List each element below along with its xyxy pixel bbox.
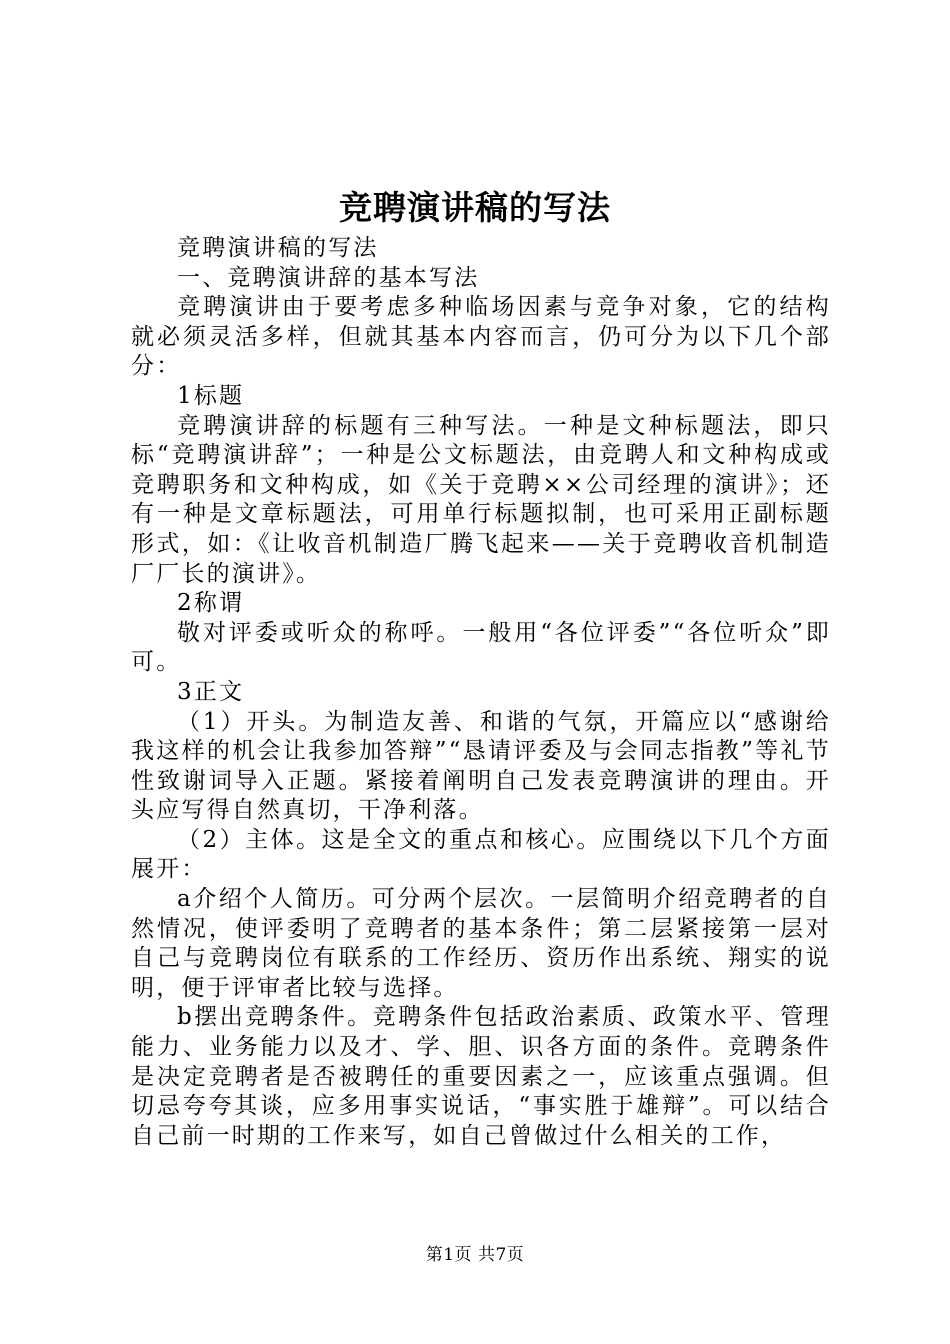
paragraph: b摆出竞聘条件。竞聘条件包括政治素质、政策水平、管理能力、业务能力以及才、学、胆、识各方面的条件。竞聘条件是决定竞聘者是否被聘任的重要因素之一，应该重点强调。但切忌夸夸其谈，应多用事实说话，“事实胜于雄辩”。可以结合自己前一时期的工作来写，如自己曾做过什么相关的工作， [131,1004,831,1149]
paragraph: 竞聘演讲稿的写法 [177,235,379,261]
paragraph: （1）开头。为制造友善、和谐的气氛，开篇应以“感谢给我这样的机会让我参加答辩”“恳请评委及与会同志指教”等礼节性致谢词导入正题。紧接着阐明自己发表竞聘演讲的理由。开头应写得自然真切，干净利落。 [131,708,831,824]
paragraph: （2）主体。这是全文的重点和核心。应围绕以下几个方面展开： [131,826,831,883]
subsection-heading: 1标题 [177,382,245,409]
page-number-footer: 第1页 共7页 [425,1245,525,1265]
document-body [131,234,831,1151]
paragraph: 竞聘演讲由于要考虑多种临场因素与竞争对象，它的结构就必须灵活多样，但就其基本内容而言，仍可分为以下几个部分： [131,294,831,380]
paragraph: 敬对评委或听众的称呼。一般用“各位评委”“各位听众”即可。 [131,619,831,676]
subsection-heading: 2称谓 [177,590,245,617]
subsection-heading: 3正文 [177,678,245,705]
paragraph: a介绍个人简历。可分两个层次。一层简明介绍竞聘者的自然情况，使评委明了竞聘者的基本条件；第二层紧接第一层对自己与竞聘岗位有联系的工作经历、资历作出系统、翔实的说明，便于评审者比较与选择。 [131,886,831,1001]
paragraph: 竞聘演讲辞的标题有三种写法。一种是文种标题法，即只标“竞聘演讲辞”；一种是公文标题法，由竞聘人和文种构成或竞聘职务和文种构成，如《关于竞聘××公司经理的演讲》；还有一种是文章标题法，可用单行标题拟制，也可采用正副标题形式，如：《让收音机制造厂腾飞起来——关于竞聘收音机制造厂厂长的演讲》。 [131,412,831,587]
section-heading: 一、竞聘演讲辞的基本写法 [177,264,480,291]
document-title: 竞聘演讲稿的写法 [339,188,611,227]
